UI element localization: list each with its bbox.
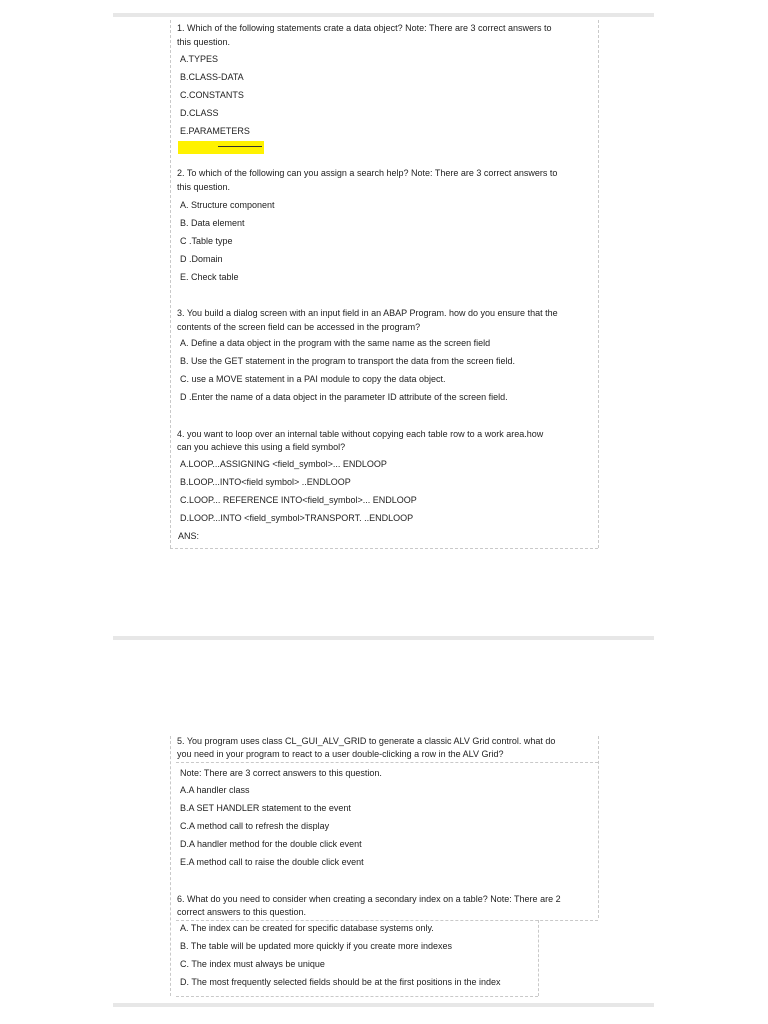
question-1-option-e: E.PARAMETERS	[180, 126, 250, 136]
question-5-text-line-3: Note: There are 3 correct answers to this question.	[180, 768, 382, 778]
question-6-option-b: B. The table will be updated more quickly if you create more indexes	[180, 941, 452, 951]
question-4-option-c: C.LOOP... REFERENCE INTO<field_symbol>... ENDLOOP	[180, 495, 417, 505]
question-5-option-a: A.A handler class	[180, 785, 250, 795]
question-3-option-a: A. Define a data object in the program with the same name as the screen field	[180, 338, 491, 348]
question-2-text-line-2: this question.	[177, 182, 231, 192]
frame-bottom-border-2	[176, 996, 538, 997]
question-1-option-a: A.TYPES	[180, 54, 219, 64]
question-1-option-d: D.CLASS	[180, 108, 219, 118]
question-3-option-b: B. Use the GET statement in the program to transport the data from the screen field.	[180, 356, 515, 366]
page-top-border	[113, 13, 654, 17]
frame-inner-right	[538, 920, 539, 996]
question-2-option-c: C .Table type	[180, 236, 233, 246]
question-2-option-d: D .Domain	[180, 254, 223, 264]
question-5-option-e: E.A method call to raise the double click event	[180, 857, 364, 867]
question-1-option-b: B.CLASS-DATA	[180, 72, 244, 82]
question-1-text-line-2: this question.	[177, 37, 231, 47]
question-6-option-a: A. The index can be created for specific database systems only.	[180, 923, 434, 933]
question-5-option-c: C.A method call to refresh the display	[180, 821, 330, 831]
question-3-option-d: D .Enter the name of a data object in the parameter ID attribute of the screen field.	[180, 392, 508, 402]
frame-inner-divider	[176, 762, 598, 763]
question-5-option-b: B.A SET HANDLER statement to the event	[180, 803, 351, 813]
question-4-option-a: A.LOOP...ASSIGNING <field_symbol>... ENDLOOP	[180, 459, 387, 469]
frame-left-border-2	[170, 736, 171, 996]
question-4-text-line-1: 4. you want to loop over an internal table without copying each table row to a work area.how	[177, 429, 544, 439]
question-6-text-line-2: correct answers to this question.	[177, 907, 307, 917]
question-1-text-line-1: 1. Which of the following statements crate a data object? Note: There are 3 correct answers to	[177, 23, 552, 33]
question-3-text-line-1: 3. You build a dialog screen with an input field in an ABAP Program. how do you ensure that the	[177, 308, 558, 318]
question-5-text-line-2: you need in your program to react to a user double-clicking a row in the ALV Grid?	[177, 749, 504, 759]
question-2-option-a: A. Structure component	[180, 200, 275, 210]
question-6-option-d: D. The most frequently selected fields should be at the first positions in the index	[180, 977, 501, 987]
frame-bottom-border	[170, 548, 598, 549]
question-2-option-e: E. Check table	[180, 272, 239, 282]
question-1-option-c: C.CONSTANTS	[180, 90, 244, 100]
page-bottom-border	[113, 1003, 654, 1007]
question-5-option-d: D.A handler method for the double click event	[180, 839, 362, 849]
question-3-option-c: C. use a MOVE statement in a PAI module to copy the data object.	[180, 374, 446, 384]
page-separator	[113, 636, 654, 640]
frame-inner-divider-2	[176, 920, 598, 921]
answer-highlight	[178, 141, 264, 154]
question-6-text-line-1: 6. What do you need to consider when creating a secondary index on a table? Note: There are 2	[177, 894, 561, 904]
frame-right-border	[598, 20, 599, 548]
question-4-option-d: D.LOOP...INTO <field_symbol>TRANSPORT. ..ENDLOOP	[180, 513, 414, 523]
answer-underline	[218, 146, 262, 147]
frame-left-border	[170, 20, 171, 548]
question-5-text-line-1: 5. You program uses class CL_GUI_ALV_GRID to generate a classic ALV Grid control. what do	[177, 736, 556, 746]
question-4-option-b: B.LOOP...INTO<field symbol> ..ENDLOOP	[180, 477, 351, 487]
question-4-text-line-2: can you achieve this using a field symbol?	[177, 442, 346, 452]
question-2-option-b: B. Data element	[180, 218, 245, 228]
question-6-option-c: C. The index must always be unique	[180, 959, 325, 969]
frame-right-border-2	[598, 736, 599, 918]
question-4-answer-label: ANS:	[178, 531, 200, 541]
question-3-text-line-2: contents of the screen field can be accessed in the program?	[177, 322, 421, 332]
question-2-text-line-1: 2. To which of the following can you assign a search help? Note: There are 3 correct answers to	[177, 168, 558, 178]
